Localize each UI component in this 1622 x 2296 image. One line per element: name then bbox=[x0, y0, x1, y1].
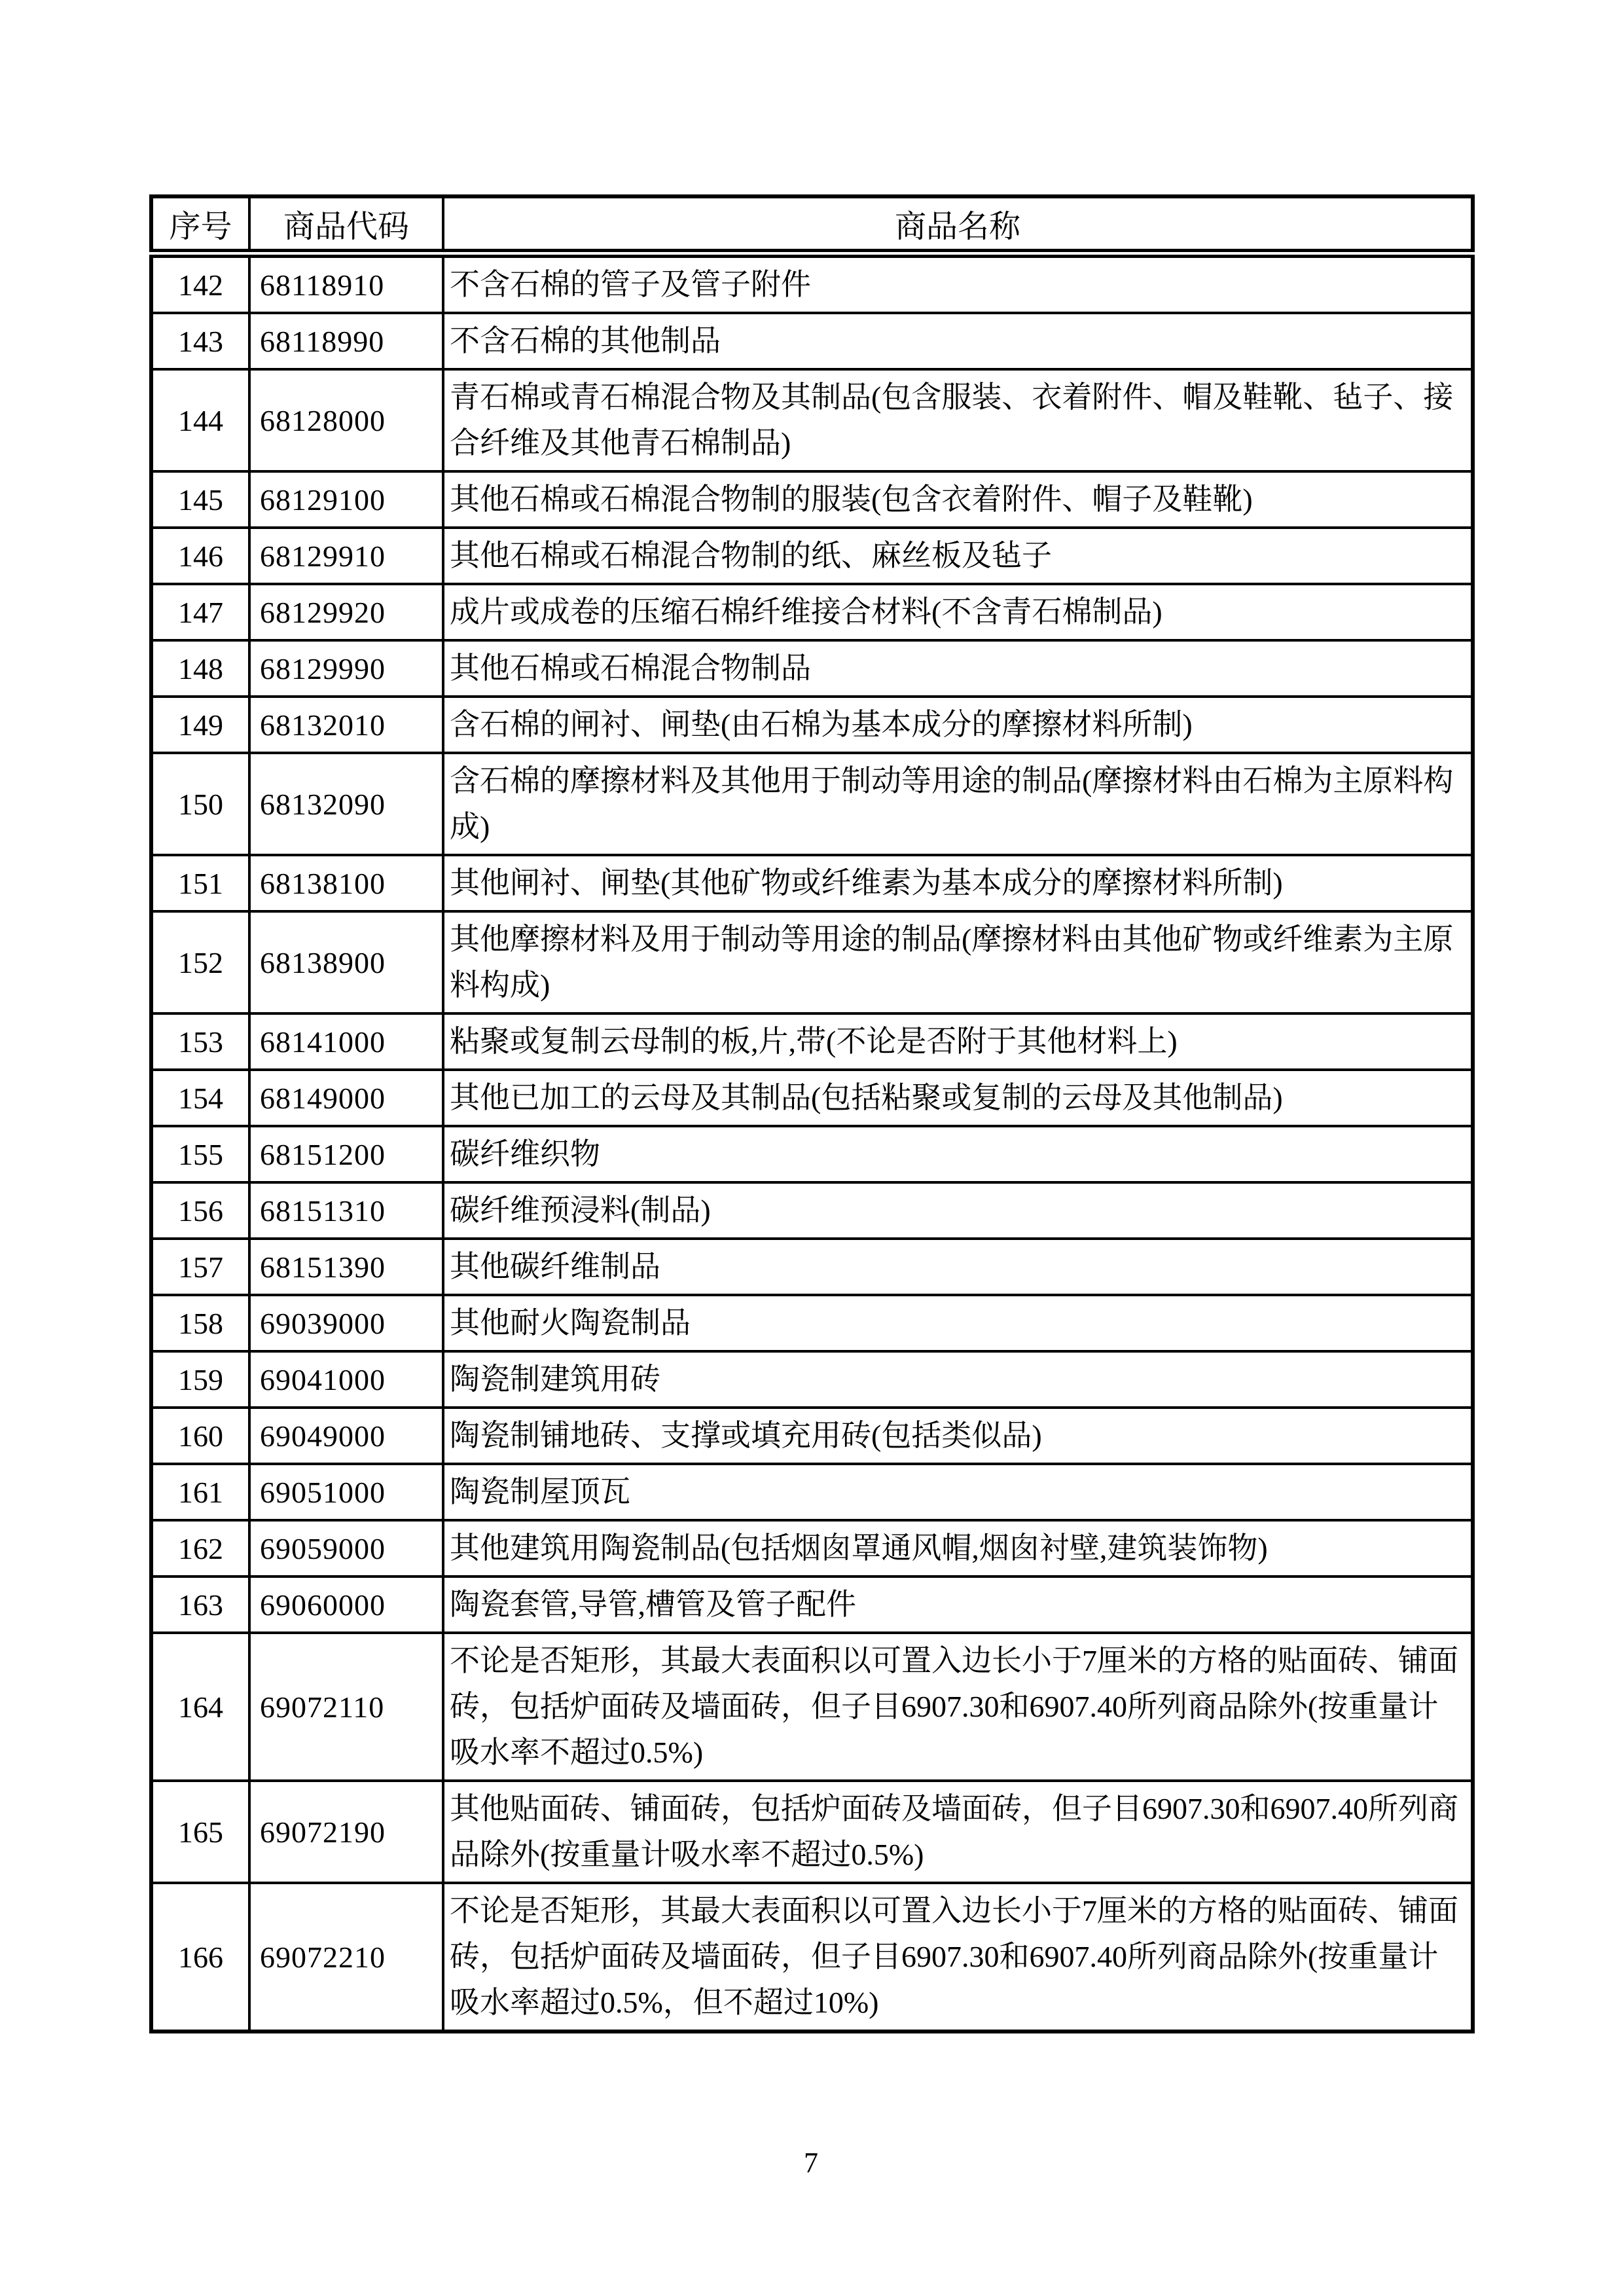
commodity-name-cell: 其他闸衬、闸垫(其他矿物或纤维素为基本成分的摩擦材料所制) bbox=[443, 855, 1473, 911]
goods-table-header bbox=[151, 196, 1473, 253]
table-row bbox=[151, 1239, 1473, 1295]
commodity-code-cell: 68129100 bbox=[249, 471, 443, 528]
table-row bbox=[151, 528, 1473, 584]
commodity-code-cell: 68151390 bbox=[249, 1239, 443, 1295]
commodity-code-cell: 68138100 bbox=[249, 855, 443, 911]
commodity-name-cell: 青石棉或青石棉混合物及其制品(包含服装、衣着附件、帽及鞋靴、毡子、接合纤维及其他青石棉制品) bbox=[443, 369, 1473, 471]
commodity-code-cell: 69060000 bbox=[249, 1576, 443, 1633]
row-index-cell: 156 bbox=[151, 1182, 249, 1239]
commodity-code-cell: 68149000 bbox=[249, 1070, 443, 1126]
table-row bbox=[151, 697, 1473, 753]
row-index-cell: 142 bbox=[151, 253, 249, 313]
table-row bbox=[151, 313, 1473, 369]
goods-table-body bbox=[151, 253, 1473, 2032]
commodity-name-cell: 其他建筑用陶瓷制品(包括烟囱罩通风帽,烟囱衬壁,建筑装饰物) bbox=[443, 1520, 1473, 1576]
table-row bbox=[151, 1883, 1473, 2032]
commodity-code-cell: 69072190 bbox=[249, 1781, 443, 1883]
commodity-code-cell: 68128000 bbox=[249, 369, 443, 471]
commodity-name-cell: 其他石棉或石棉混合物制品 bbox=[443, 640, 1473, 697]
row-index-cell: 157 bbox=[151, 1239, 249, 1295]
commodity-code-cell: 69041000 bbox=[249, 1351, 443, 1408]
commodity-name-cell: 含石棉的闸衬、闸垫(由石棉为基本成分的摩擦材料所制) bbox=[443, 697, 1473, 753]
row-index-cell: 159 bbox=[151, 1351, 249, 1408]
table-row bbox=[151, 369, 1473, 471]
table-row bbox=[151, 584, 1473, 640]
commodity-code-cell: 68141000 bbox=[249, 1013, 443, 1070]
row-index-cell: 150 bbox=[151, 753, 249, 855]
table-row bbox=[151, 1781, 1473, 1883]
row-index-cell: 151 bbox=[151, 855, 249, 911]
table-row bbox=[151, 1126, 1473, 1182]
commodity-code-cell: 68151310 bbox=[249, 1182, 443, 1239]
row-index-cell: 144 bbox=[151, 369, 249, 471]
commodity-name-cell: 其他耐火陶瓷制品 bbox=[443, 1295, 1473, 1351]
table-row bbox=[151, 640, 1473, 697]
commodity-name-cell: 陶瓷制建筑用砖 bbox=[443, 1351, 1473, 1408]
table-row bbox=[151, 911, 1473, 1013]
table-row bbox=[151, 1070, 1473, 1126]
commodity-name-cell: 陶瓷制铺地砖、支撑或填充用砖(包括类似品) bbox=[443, 1408, 1473, 1464]
commodity-code-cell: 68138900 bbox=[249, 911, 443, 1013]
commodity-code-cell: 69049000 bbox=[249, 1408, 443, 1464]
commodity-name-cell: 不含石棉的其他制品 bbox=[443, 313, 1473, 369]
table-row bbox=[151, 1351, 1473, 1408]
table-row bbox=[151, 471, 1473, 528]
row-index-cell: 162 bbox=[151, 1520, 249, 1576]
header-cell-index: 序号 bbox=[151, 196, 249, 253]
commodity-name-cell: 不含石棉的管子及管子附件 bbox=[443, 253, 1473, 313]
commodity-name-cell: 粘聚或复制云母制的板,片,带(不论是否附于其他材料上) bbox=[443, 1013, 1473, 1070]
commodity-code-cell: 69072110 bbox=[249, 1633, 443, 1781]
header-row bbox=[151, 196, 1473, 253]
row-index-cell: 147 bbox=[151, 584, 249, 640]
row-index-cell: 148 bbox=[151, 640, 249, 697]
row-index-cell: 153 bbox=[151, 1013, 249, 1070]
row-index-cell: 145 bbox=[151, 471, 249, 528]
commodity-name-cell: 其他碳纤维制品 bbox=[443, 1239, 1473, 1295]
commodity-code-cell: 68151200 bbox=[249, 1126, 443, 1182]
commodity-name-cell: 不论是否矩形，其最大表面积以可置入边长小于7厘米的方格的贴面砖、铺面砖，包括炉面砖及墙面砖，但子目6907.30和6907.40所列商品除外(按重量计吸水率超过0.5%，但不超过10%) bbox=[443, 1883, 1473, 2032]
commodity-code-cell: 68132010 bbox=[249, 697, 443, 753]
commodity-code-cell: 69039000 bbox=[249, 1295, 443, 1351]
commodity-code-cell: 68129920 bbox=[249, 584, 443, 640]
table-row bbox=[151, 1576, 1473, 1633]
commodity-name-cell: 其他摩擦材料及用于制动等用途的制品(摩擦材料由其他矿物或纤维素为主原料构成) bbox=[443, 911, 1473, 1013]
row-index-cell: 166 bbox=[151, 1883, 249, 2032]
row-index-cell: 154 bbox=[151, 1070, 249, 1126]
commodity-name-cell: 陶瓷套管,导管,槽管及管子配件 bbox=[443, 1576, 1473, 1633]
row-index-cell: 143 bbox=[151, 313, 249, 369]
table-row bbox=[151, 1633, 1473, 1781]
commodity-name-cell: 成片或成卷的压缩石棉纤维接合材料(不含青石棉制品) bbox=[443, 584, 1473, 640]
table-row bbox=[151, 753, 1473, 855]
table-row bbox=[151, 1013, 1473, 1070]
commodity-name-cell: 陶瓷制屋顶瓦 bbox=[443, 1464, 1473, 1520]
table-row bbox=[151, 1408, 1473, 1464]
row-index-cell: 164 bbox=[151, 1633, 249, 1781]
commodity-name-cell: 其他已加工的云母及其制品(包括粘聚或复制的云母及其他制品) bbox=[443, 1070, 1473, 1126]
goods-table bbox=[149, 194, 1475, 2033]
commodity-code-cell: 68129910 bbox=[249, 528, 443, 584]
page-number: 7 bbox=[804, 2147, 818, 2179]
commodity-name-cell: 其他贴面砖、铺面砖，包括炉面砖及墙面砖，但子目6907.30和6907.40所列商品除外(按重量计吸水率不超过0.5%) bbox=[443, 1781, 1473, 1883]
commodity-code-cell: 69072210 bbox=[249, 1883, 443, 2032]
commodity-code-cell: 69051000 bbox=[249, 1464, 443, 1520]
row-index-cell: 152 bbox=[151, 911, 249, 1013]
row-index-cell: 155 bbox=[151, 1126, 249, 1182]
commodity-name-cell: 不论是否矩形，其最大表面积以可置入边长小于7厘米的方格的贴面砖、铺面砖，包括炉面砖及墙面砖，但子目6907.30和6907.40所列商品除外(按重量计吸水率不超过0.5%) bbox=[443, 1633, 1473, 1781]
table-row bbox=[151, 1295, 1473, 1351]
commodity-name-cell: 其他石棉或石棉混合物制的服装(包含衣着附件、帽子及鞋靴) bbox=[443, 471, 1473, 528]
table-row bbox=[151, 253, 1473, 313]
row-index-cell: 158 bbox=[151, 1295, 249, 1351]
table-row bbox=[151, 1464, 1473, 1520]
commodity-name-cell: 其他石棉或石棉混合物制的纸、麻丝板及毡子 bbox=[443, 528, 1473, 584]
row-index-cell: 146 bbox=[151, 528, 249, 584]
commodity-code-cell: 68132090 bbox=[249, 753, 443, 855]
header-cell-name: 商品名称 bbox=[443, 196, 1473, 253]
row-index-cell: 165 bbox=[151, 1781, 249, 1883]
commodity-code-cell: 68118990 bbox=[249, 313, 443, 369]
commodity-code-cell: 68118910 bbox=[249, 253, 443, 313]
row-index-cell: 149 bbox=[151, 697, 249, 753]
row-index-cell: 163 bbox=[151, 1576, 249, 1633]
commodity-name-cell: 碳纤维预浸料(制品) bbox=[443, 1182, 1473, 1239]
row-index-cell: 160 bbox=[151, 1408, 249, 1464]
header-cell-code: 商品代码 bbox=[249, 196, 443, 253]
commodity-name-cell: 含石棉的摩擦材料及其他用于制动等用途的制品(摩擦材料由石棉为主原料构成) bbox=[443, 753, 1473, 855]
commodity-name-cell: 碳纤维织物 bbox=[443, 1126, 1473, 1182]
table-row bbox=[151, 1182, 1473, 1239]
commodity-code-cell: 68129990 bbox=[249, 640, 443, 697]
commodity-code-cell: 69059000 bbox=[249, 1520, 443, 1576]
table-row bbox=[151, 1520, 1473, 1576]
row-index-cell: 161 bbox=[151, 1464, 249, 1520]
table-row bbox=[151, 855, 1473, 911]
